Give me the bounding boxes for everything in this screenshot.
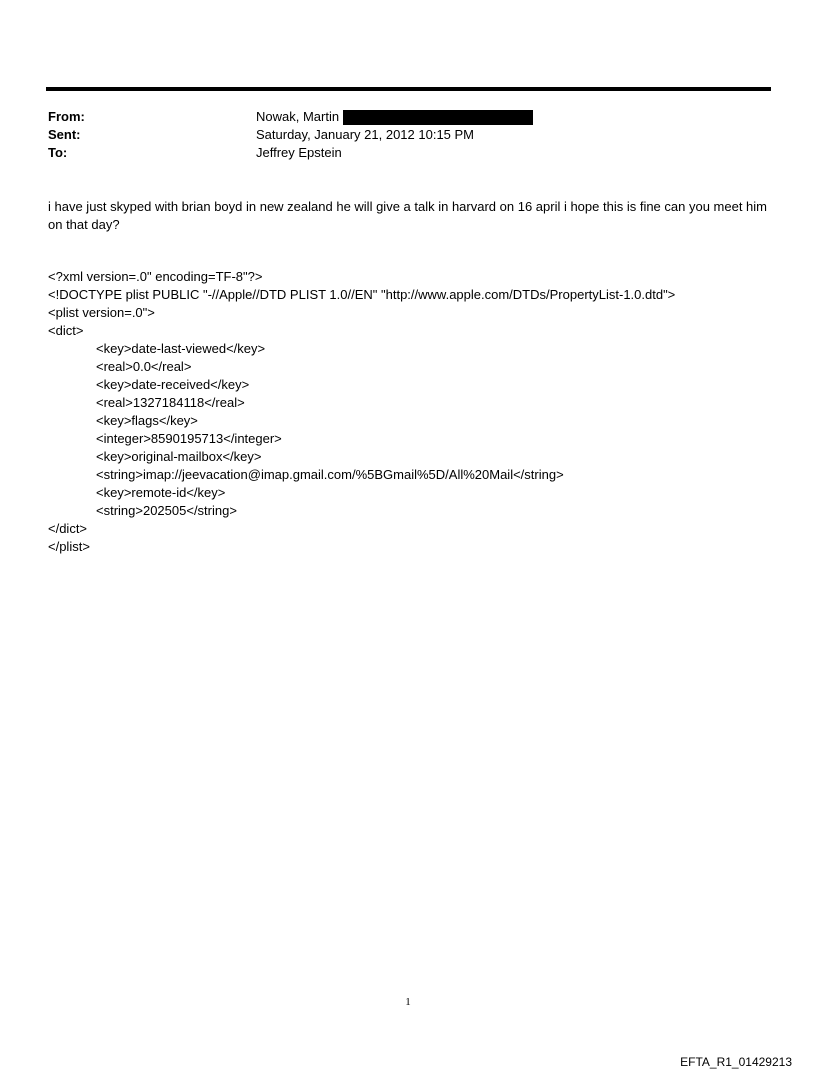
page-number: 1 <box>405 996 411 1008</box>
plist-line: <key>original-mailbox</key> <box>96 449 262 464</box>
from-value: Nowak, Martin <box>256 109 340 124</box>
plist-line: </plist> <box>48 539 90 554</box>
plist-line: </dict> <box>48 521 88 536</box>
plist-line: <integer>8590195713</integer> <box>96 431 282 446</box>
from-value-wrap <box>256 108 748 126</box>
plist-line: <string>202505</string> <box>96 503 237 518</box>
message-body: i have just skyped with brian boyd in new zealand he will give a talk in harvard on 16 april i hope this is fine can you meet him on that day? <box>48 199 768 232</box>
plist-line: <key>remote-id</key> <box>96 485 226 500</box>
plist-line: <key>flags</key> <box>96 413 198 428</box>
sent-row <box>48 126 748 144</box>
plist-line: <key>date-received</key> <box>96 377 250 392</box>
plist-line: <!DOCTYPE plist PUBLIC "-//Apple//DTD PLIST 1.0//EN" "http://www.apple.com/DTDs/PropertyList-1.0.dtd"> <box>48 287 676 302</box>
header-divider <box>46 87 771 91</box>
from-row <box>48 108 748 126</box>
redaction-box <box>343 110 533 125</box>
document-id: EFTA_R1_01429213 <box>680 1055 792 1069</box>
plist-line: <real>0.0</real> <box>96 359 192 374</box>
to-label: To: <box>48 145 68 160</box>
to-value: Jeffrey Epstein <box>256 145 342 160</box>
plist-line: <real>1327184118</real> <box>96 395 245 410</box>
plist-line: <key>date-last-viewed</key> <box>96 341 266 356</box>
sent-value: Saturday, January 21, 2012 10:15 PM <box>256 127 475 142</box>
plist-line: <string>imap://jeevacation@imap.gmail.com/%5BGmail%5D/All%20Mail</string> <box>96 467 564 482</box>
from-label: From: <box>48 109 85 124</box>
plist-line: <?xml version=.0" encoding=TF-8"?> <box>48 269 263 284</box>
email-header <box>48 108 748 162</box>
plist-block <box>48 268 778 556</box>
plist-line: <plist version=.0"> <box>48 305 155 320</box>
sent-label: Sent: <box>48 127 81 142</box>
plist-line: <dict> <box>48 323 84 338</box>
to-row <box>48 144 748 162</box>
